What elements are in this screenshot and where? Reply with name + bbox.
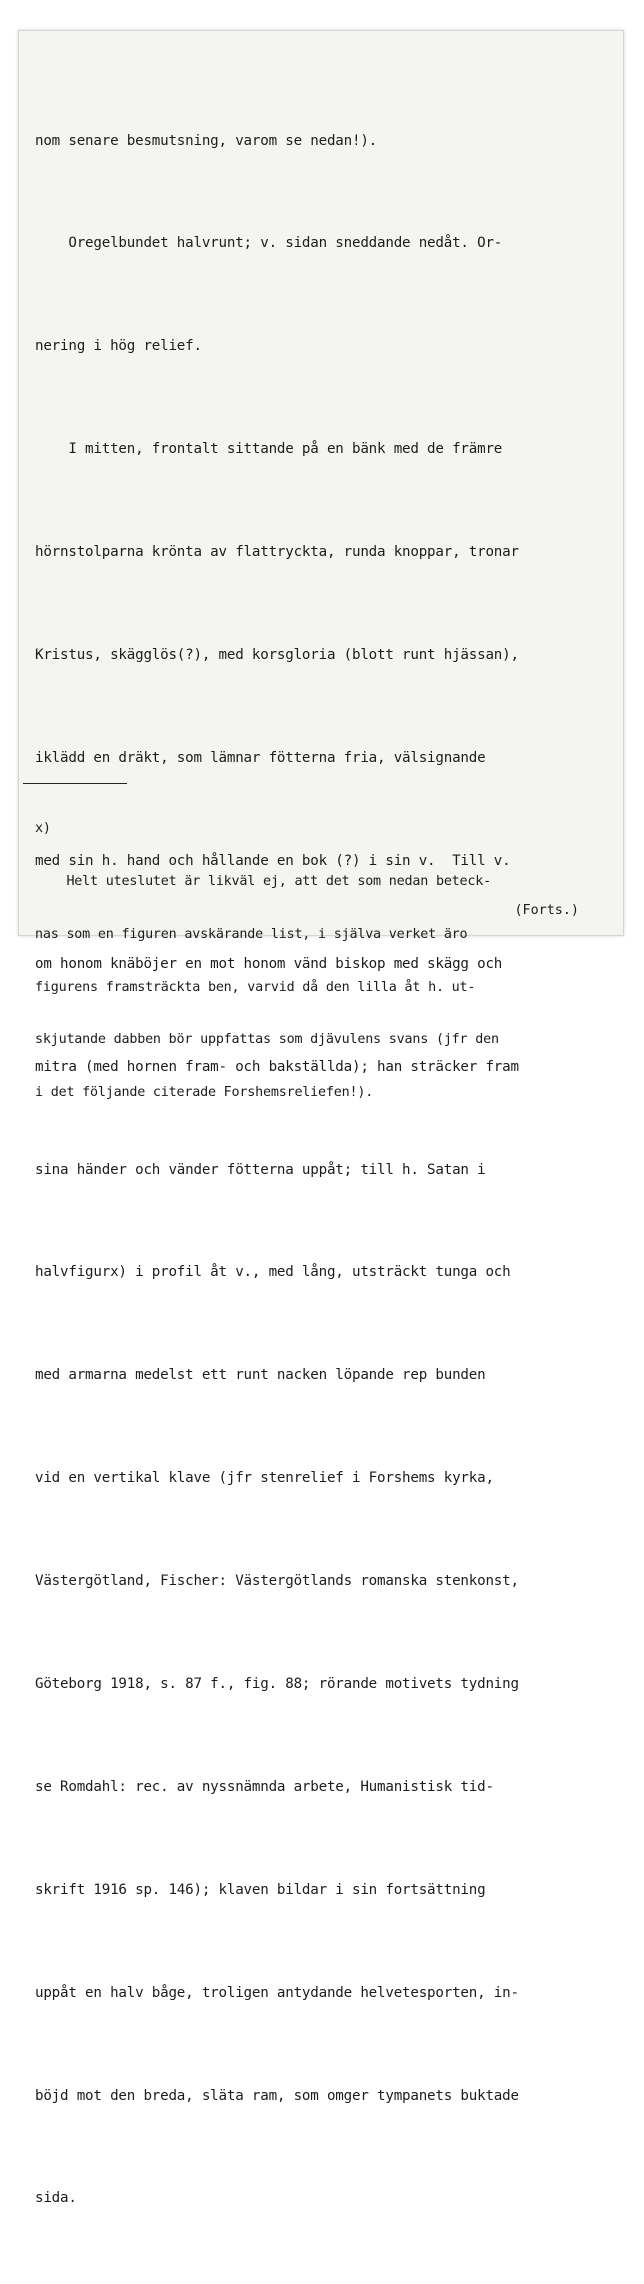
footnote-divider [23, 783, 127, 784]
continued-note: (Forts.) [514, 903, 579, 918]
text-line: Oregelbundet halvrunt; v. sidan sneddande nedåt. Or- [35, 235, 503, 252]
text-line: sida. [35, 2190, 77, 2207]
text-line: Västergötland, Fischer: Västergötlands romanska stenkonst, [35, 1573, 519, 1590]
typed-page [18, 30, 624, 2207]
text-line: böjd mot den breda, släta ram, som omger tympanets buktade [35, 2087, 519, 2104]
text-line: med sin h. hand och hållande en bok (?) i sin v. Till v. [35, 852, 511, 869]
text-line: med armarna medelst ett runt nacken löpande rep bunden [35, 1367, 486, 1384]
text-line: nering i hög relief. [35, 338, 202, 355]
text-line: Göteborg 1918, s. 87 f., fig. 88; rörande motivets tydning [35, 1675, 519, 1692]
text-line: om honom knäböjer en mot honom vänd biskop med skägg och [35, 955, 503, 972]
text-line: se Romdahl: rec. av nyssnämnda arbete, Humanistisk tid- [35, 1778, 494, 1795]
footnote-line: i det följande citerade Forshemsreliefen!). [35, 1085, 374, 1101]
footnote-line: figurens framsträckta ben, varvid då den lilla åt h. ut- [35, 979, 476, 995]
text-line: skrift 1916 sp. 146); klaven bildar i sin fortsättning [35, 1881, 486, 1898]
text-line: iklädd en dräkt, som lämnar fötterna fria, välsignande [35, 749, 486, 766]
text-line: sina händer och vänder fötterna uppåt; till h. Satan i [35, 1161, 486, 1178]
footnote-line: nas som en figuren avskärande list, i själva verket äro [35, 926, 468, 942]
footnote-line: skjutande dabben bör uppfattas som djävulens svans (jfr den [35, 1032, 499, 1048]
text-line: vid en vertikal klave (jfr stenrelief i Forshems kyrka, [35, 1470, 494, 1487]
text-line: nom senare besmutsning, varom se nedan!). [35, 132, 378, 149]
footnote-line: Helt uteslutet är likväl ej, att det som nedan beteck- [35, 873, 491, 889]
text-line: mitra (med hornen fram- och bakställda); han sträcker fram [35, 1058, 519, 1075]
footnote-marker: x) [35, 821, 51, 837]
text-line: uppåt en halv båge, troligen antydande helvetesporten, in- [35, 1984, 519, 2001]
text-line: hörnstolparna krönta av flattryckta, runda knoppar, tronar [35, 544, 519, 561]
text-line: halvfigurx) i profil åt v., med lång, utsträckt tunga och [35, 1264, 511, 1281]
body-text [35, 55, 625, 2284]
text-line: Kristus, skägglös(?), med korsgloria (blott runt hjässan), [35, 647, 519, 664]
text-line: I mitten, frontalt sittande på en bänk med de främre [35, 441, 503, 458]
footnote-text [35, 785, 625, 1137]
